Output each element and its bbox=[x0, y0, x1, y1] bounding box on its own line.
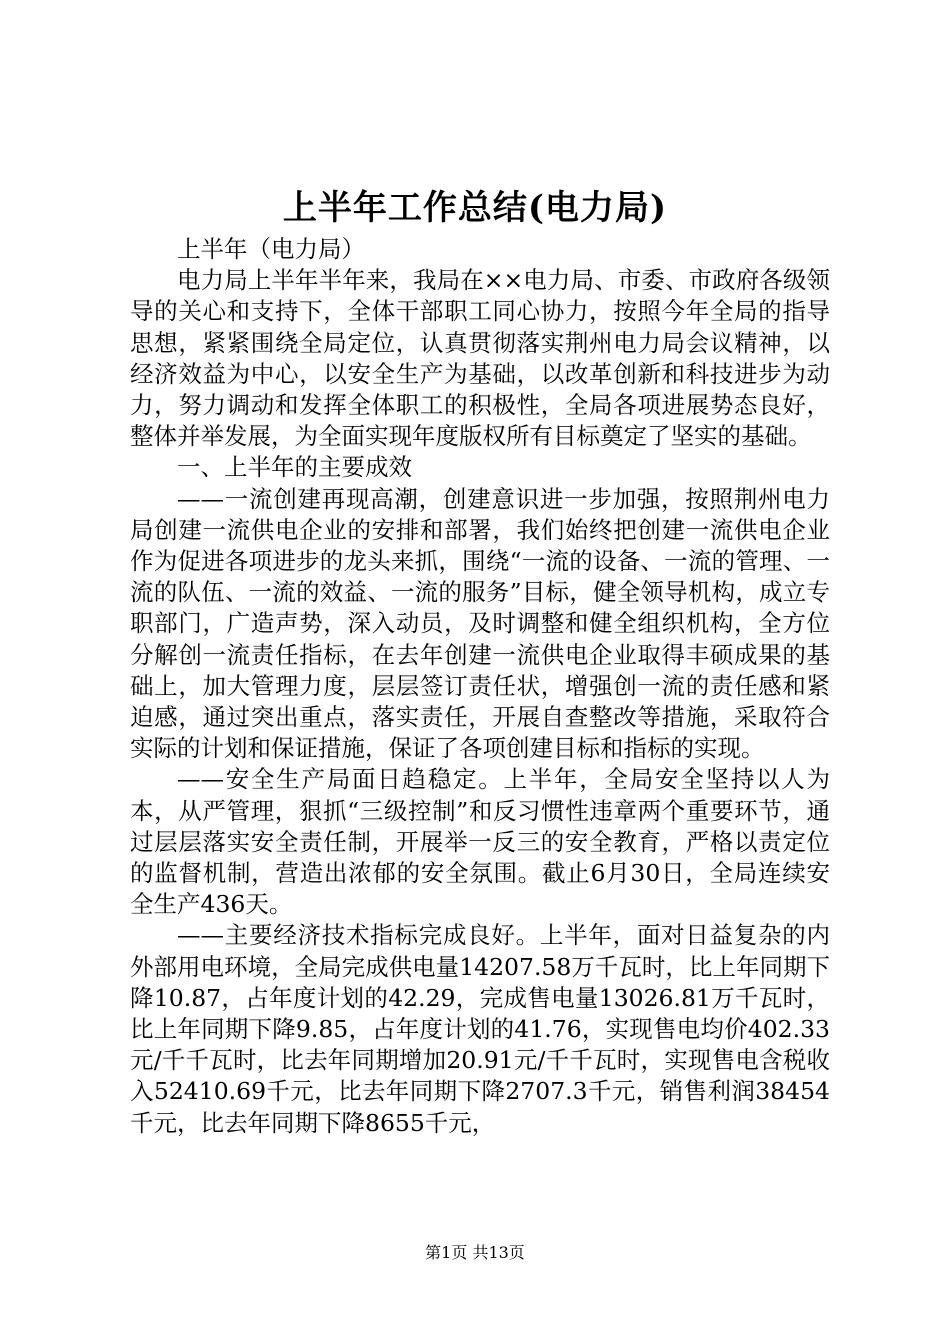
document-title: 上半年工作总结(电力局) bbox=[282, 188, 668, 228]
section-heading: 一、上半年的主要成效 bbox=[177, 453, 412, 482]
subtitle-paragraph: 上半年（电力局） bbox=[177, 235, 365, 263]
body-paragraph: ——一流创建再现高潮，创建意识进一步加强，按照荆州电力局创建一流供电企业的安排和部署，我们始终把创建一流供电企业作为促进各项进步的龙头来抓，围绕“一流的设备、一流的管理、一流的队伍、一流的效益、一流的服务”目标，健全领导机构，成立专职部门，广造声势，深入动员，及时调整和健全组织机构，全方位分解创一流责任指标，在去年创建一流供电企业取得丰硕成果的基础上，加大管理力度，层层签订责任状，增强创一流的责任感和紧迫感，通过突出重点，落实责任，开展自查整改等措施，采取符合实际的计划和保证措施，保证了各项创建目标和指标的实现。 bbox=[130, 484, 830, 763]
document-body bbox=[130, 234, 830, 1139]
page-footer: 第1页 共13页 bbox=[425, 1243, 525, 1262]
intro-paragraph: 电力局上半年半年来，我局在××电力局、市委、市政府各级领导的关心和支持下，全体干部职工同心协力，按照今年全局的指导思想，紧紧围绕全局定位，认真贯彻落实荆州电力局会议精神，以经济效益为中心，以安全生产为基础，以改革创新和科技进步为动力，努力调动和发挥全体职工的积极性，全局各项进展势态良好，整体并举发展，为全面实现年度版权所有目标奠定了坚实的基础。 bbox=[130, 266, 830, 451]
body-paragraph: ——主要经济技术指标完成良好。上半年，面对日益复杂的内外部用电环境，全局完成供电量14207.58万千瓦时，比上年同期下降10.87，占年度计划的42.29，完成售电量13026.81万千瓦时，比上年同期下降9.85，占年度计划的41.76，实现售电均价402.33元/千千瓦时，比去年同期增加20.91元/千千瓦时，实现售电含税收入52410.69千元，比去年同期下降2707.3千元，销售利润38454千元，比去年同期下降8655千元， bbox=[130, 921, 830, 1137]
body-paragraph: ——安全生产局面日趋稳定。上半年，全局安全坚持以人为本，从严管理，狠抓“三级控制”和反习惯性违章两个重要环节，通过层层落实安全责任制，开展举一反三的安全教育，严格以责定位的监督机制，营造出浓郁的安全氛围。截止6月30日，全局连续安全生产436天。 bbox=[130, 765, 830, 919]
